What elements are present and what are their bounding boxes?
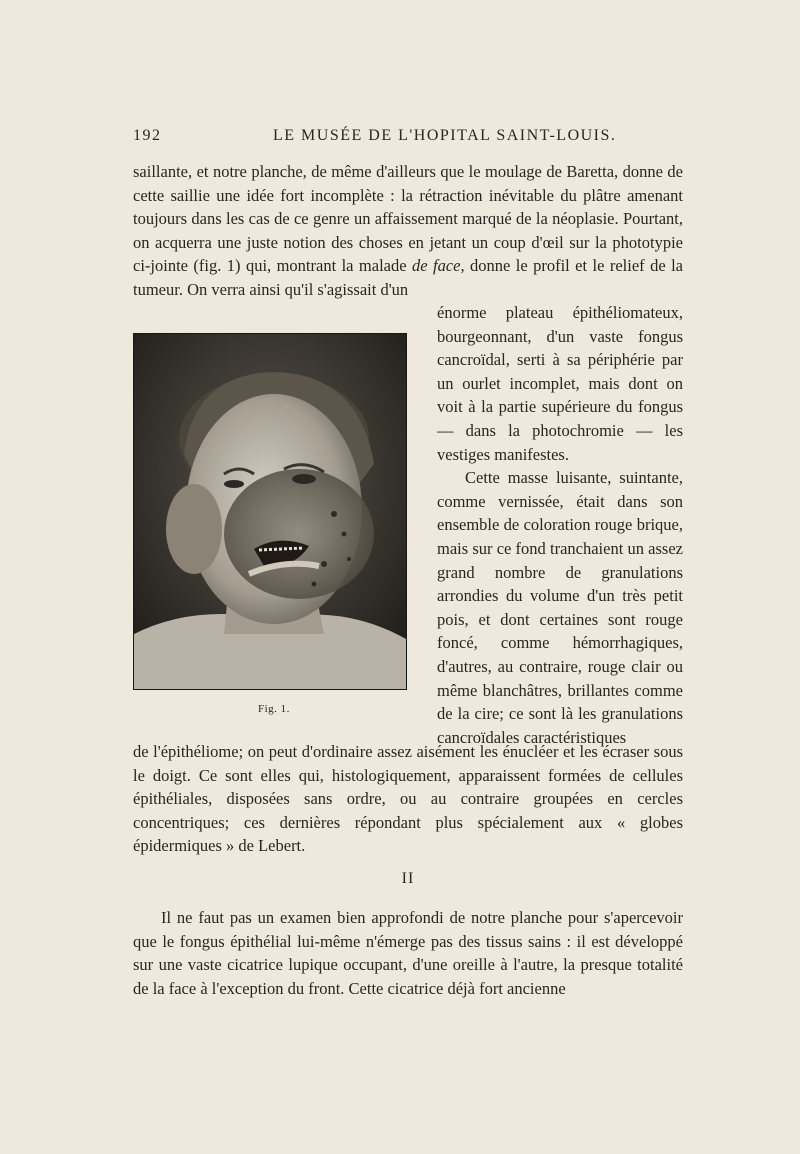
running-header [133, 127, 683, 149]
section-heading: II [401, 870, 415, 887]
paragraph-2-right: Cette masse luisante, suintante, comme vernissée, était dans son ensemble de coloration rouge brique, mais sur ce fond tranchaient un assez grand nombre de granulations arrondies du volume d'un très petit pois, et dont certaines sont rouge foncé, comme hémorrhagiques, d'autres, au contraire, rouge clair ou même blanchâtres, brillantes comme de la cire; ce sont là les granulations cancroïdales caractéristiques [437, 468, 683, 747]
paragraph-2-bottom [133, 740, 683, 858]
figure-caption: Fig. 1. [258, 703, 290, 715]
figure-photograph [133, 333, 407, 690]
page-number: 192 [133, 127, 162, 144]
right-column-text [437, 301, 683, 749]
running-title: LE MUSÉE DE L'HOPITAL SAINT-LOUIS. [273, 127, 617, 144]
paragraph-1-italic: de face [411, 256, 461, 276]
paragraph-2-full: de l'épithéliome; on peut d'ordinaire assez aisément les énucléer et les écraser sous le doigt. Ce sont elles qui, histologiquement, apparaissent formées de cellules épithéliales, disposées sans ordre, ou au contraire groupées en cercles concentriques; ces dernières répondant plus spécialement aux « globes épidermiques » de Lebert. [133, 742, 683, 856]
paragraph-1-right: énorme plateau épithéliomateux, bourgeonnant, d'un vaste fongus cancroïdal, serti à sa périphérie par un ourlet incomplet, mais dont on voit à la partie supérieure du fongus — dans la photochromie — les vestiges manifestes. [437, 303, 683, 464]
paragraph-1-text-b: , donne le profil et le relief de la tumeur. On verra ainsi qu'il s'agissait d'un [133, 256, 683, 299]
paragraph-1-text-a: saillante, et notre planche, de même d'ailleurs que le moulage de Baretta, donne de cette saillie une idée fort incomplète : la rétraction inévitable du plâtre amenant toujours dans les cas de ce genre un affaissement marqué de la néoplasie. Pourtant, on acquerra une juste notion des choses en jetant un coup d'œil sur la phototypie ci-jointe (fig. 1) qui, montrant la malade [133, 162, 683, 276]
paragraph-3-text: Il ne faut pas un examen bien approfondi de notre planche pour s'apercevoir que le fongus épithélial lui-même n'émerge pas des tissus sains : il est développé sur une vaste cicatrice lupique occupant, d'une oreille à l'autre, la presque totalité de la face à l'exception du front. Cette cicatrice déjà fort ancienne [133, 908, 683, 998]
patient-photo-image [134, 334, 406, 689]
paragraph-1-top [133, 160, 683, 302]
paragraph-3 [133, 906, 683, 1000]
